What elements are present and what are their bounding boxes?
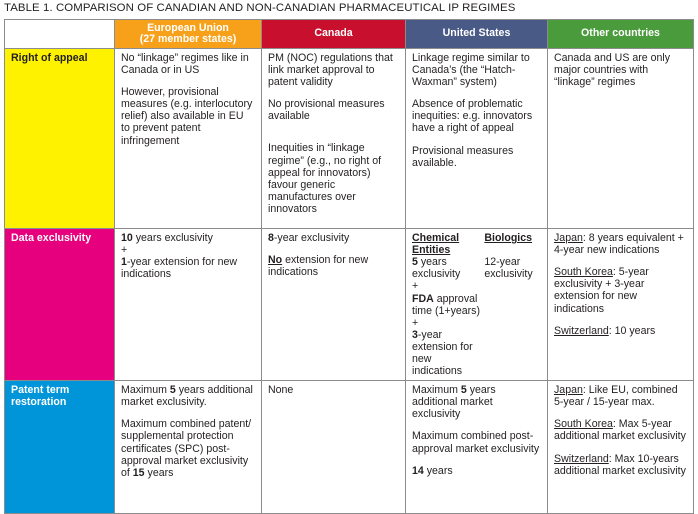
patent-eu-5: 5	[169, 384, 176, 397]
data-eu-line3	[121, 256, 255, 280]
patent-label-line1: Patent term	[11, 384, 70, 397]
patent-eu-15: 15	[132, 466, 145, 479]
patent-other-swiss	[554, 453, 687, 477]
patent-us-p1-pre: Maximum	[412, 384, 461, 397]
appeal-us-p1: Linkage regime similar to Canada’s (the “Hatch-Waxman” system)	[412, 52, 530, 89]
data-us-fda-line	[412, 293, 480, 317]
data-us-ind-line	[412, 329, 480, 377]
patent-eu-p2	[121, 418, 255, 478]
data-canada-line2	[268, 254, 399, 278]
data-us-chem-line	[412, 256, 480, 280]
table-title: TABLE 1. COMPARISON OF CANADIAN AND NON-CANADIAN PHARMACEUTICAL IP REGIMES	[4, 2, 516, 14]
patent-other-japan	[554, 384, 687, 408]
cell-patent-us	[406, 381, 548, 514]
data-other-japan-label: Japan	[554, 232, 583, 245]
data-other-japan-text: : 8 years equivalent + 4-year new indications	[554, 232, 684, 257]
data-eu-line1	[121, 232, 255, 244]
appeal-canada-p3: Inequities in “linkage regime” (e.g., no right of appeal for innovators) favour generic manufactures over innovators	[268, 142, 382, 215]
comparison-table	[4, 19, 694, 514]
header-canada: Canada	[262, 20, 406, 49]
data-us-fda-text: approval time (1+years)	[412, 292, 480, 317]
row-patent-term	[5, 381, 694, 514]
data-us-biologics	[484, 232, 541, 377]
data-us-bio-head: Biologics	[484, 232, 533, 245]
patent-us-p1	[412, 384, 541, 420]
patent-other-korea	[554, 418, 687, 442]
header-us: United States	[406, 20, 548, 49]
data-eu-1: 1	[121, 256, 127, 269]
header-other: Other countries	[548, 20, 694, 49]
cell-data-eu	[115, 229, 262, 381]
patent-other-japan-label: Japan	[554, 384, 583, 397]
data-eu-plus: +	[121, 244, 128, 257]
patent-us-p3-post: years	[423, 464, 453, 477]
data-eu-line3-text: -year extension for new indications	[121, 256, 238, 281]
data-other-japan	[554, 232, 687, 256]
data-other-korea-label: South Korea	[554, 266, 613, 279]
row-right-of-appeal	[5, 49, 694, 229]
row-label-right-of-appeal: Right of appeal	[5, 49, 115, 229]
patent-eu-p1-pre: Maximum	[121, 384, 170, 397]
appeal-eu-p1: No “linkage” regimes like in Canada or in US	[121, 52, 249, 77]
row-data-exclusivity	[5, 229, 694, 381]
cell-appeal-canada	[262, 49, 406, 229]
header-eu	[115, 20, 262, 49]
patent-other-korea-text: : Max 5-year additional market exclusivity	[554, 418, 686, 443]
data-us-bio-text: 12-year exclusivity	[484, 256, 533, 281]
patent-canada-p1: None	[268, 384, 294, 397]
patent-us-p3	[412, 465, 541, 477]
data-us-3: 3	[412, 328, 418, 341]
data-us-chemical	[412, 232, 480, 377]
data-us-ind-text: -year extension for new indications	[412, 328, 473, 378]
patent-other-swiss-label: Switzerland	[554, 452, 609, 465]
data-other-korea-text: : 5-year exclusivity + 3-year extension for new indications	[554, 266, 649, 315]
data-canada-no: No	[268, 254, 283, 267]
patent-other-japan-text: : Like EU, combined 5-year / 15-year max.	[554, 384, 678, 409]
row-label-data-exclusivity: Data exclusivity	[5, 229, 115, 381]
cell-data-canada	[262, 229, 406, 381]
patent-label-line2: restoration	[11, 396, 67, 409]
appeal-canada-p1: PM (NOC) regulations that link market approval to patent validity	[268, 52, 393, 89]
header-blank	[5, 20, 115, 49]
patent-us-5: 5	[460, 384, 467, 397]
patent-other-swiss-text: : Max 10-years additional market exclusivity	[554, 452, 686, 477]
data-us-plus1: +	[412, 280, 419, 293]
patent-other-korea-label: South Korea	[554, 418, 613, 431]
cell-appeal-other	[548, 49, 694, 229]
data-us-fda: FDA	[412, 292, 434, 305]
data-us-chem-text: years exclusivity	[412, 256, 461, 281]
appeal-eu-p2: However, provisional measures (e.g. interlocutory relief) also available in EU to prevent patent infringement	[121, 86, 253, 147]
cell-appeal-us	[406, 49, 548, 229]
data-other-swiss	[554, 325, 687, 337]
appeal-us-p3: Provisional measures available.	[412, 144, 514, 169]
patent-us-p1-post: years additional market exclusivity	[412, 384, 496, 421]
patent-eu-p1	[121, 384, 255, 408]
row-label-patent-term	[5, 381, 115, 514]
cell-patent-eu	[115, 381, 262, 514]
data-other-swiss-label: Switzerland	[554, 324, 609, 337]
header-row	[5, 20, 694, 49]
data-eu-line1-text: years exclusivity	[132, 232, 213, 245]
data-eu-10: 10	[121, 232, 133, 245]
cell-data-us	[406, 229, 548, 381]
data-other-swiss-text: : 10 years	[608, 324, 656, 337]
header-eu-line2: (27 member states)	[139, 33, 237, 45]
data-canada-line2-text: extension for new indications	[268, 254, 369, 279]
header-eu-line1: European Union	[147, 21, 229, 34]
patent-eu-p2-post: years	[144, 466, 174, 479]
data-canada-line1-text: -year exclusivity	[273, 232, 350, 245]
data-canada-8: 8	[268, 232, 274, 245]
cell-appeal-eu	[115, 49, 262, 229]
cell-patent-canada	[262, 381, 406, 514]
cell-patent-other	[548, 381, 694, 514]
appeal-canada-p2: No provisional measures available	[268, 98, 385, 123]
patent-eu-p2-pre: Maximum combined patent/ supplemental protection certificates (SPC) post-approval market exclusivity of	[121, 418, 252, 479]
patent-us-p2: Maximum combined post-approval market exclusivity	[412, 430, 540, 455]
data-other-korea	[554, 266, 687, 314]
data-us-chem-head: Chemical Entities	[412, 232, 460, 257]
cell-data-other	[548, 229, 694, 381]
data-us-plus2: +	[412, 316, 419, 329]
appeal-other-p1: Canada and US are only major countries with “linkage” regimes	[554, 52, 671, 89]
data-canada-line1	[268, 232, 399, 244]
data-us-5: 5	[412, 256, 418, 269]
appeal-us-p2: Absence of problematic inequities: e.g. innovators have a right of appeal	[412, 98, 533, 135]
patent-eu-p1-post: years additional market exclusivity.	[121, 384, 253, 409]
patent-us-14: 14	[412, 464, 424, 477]
